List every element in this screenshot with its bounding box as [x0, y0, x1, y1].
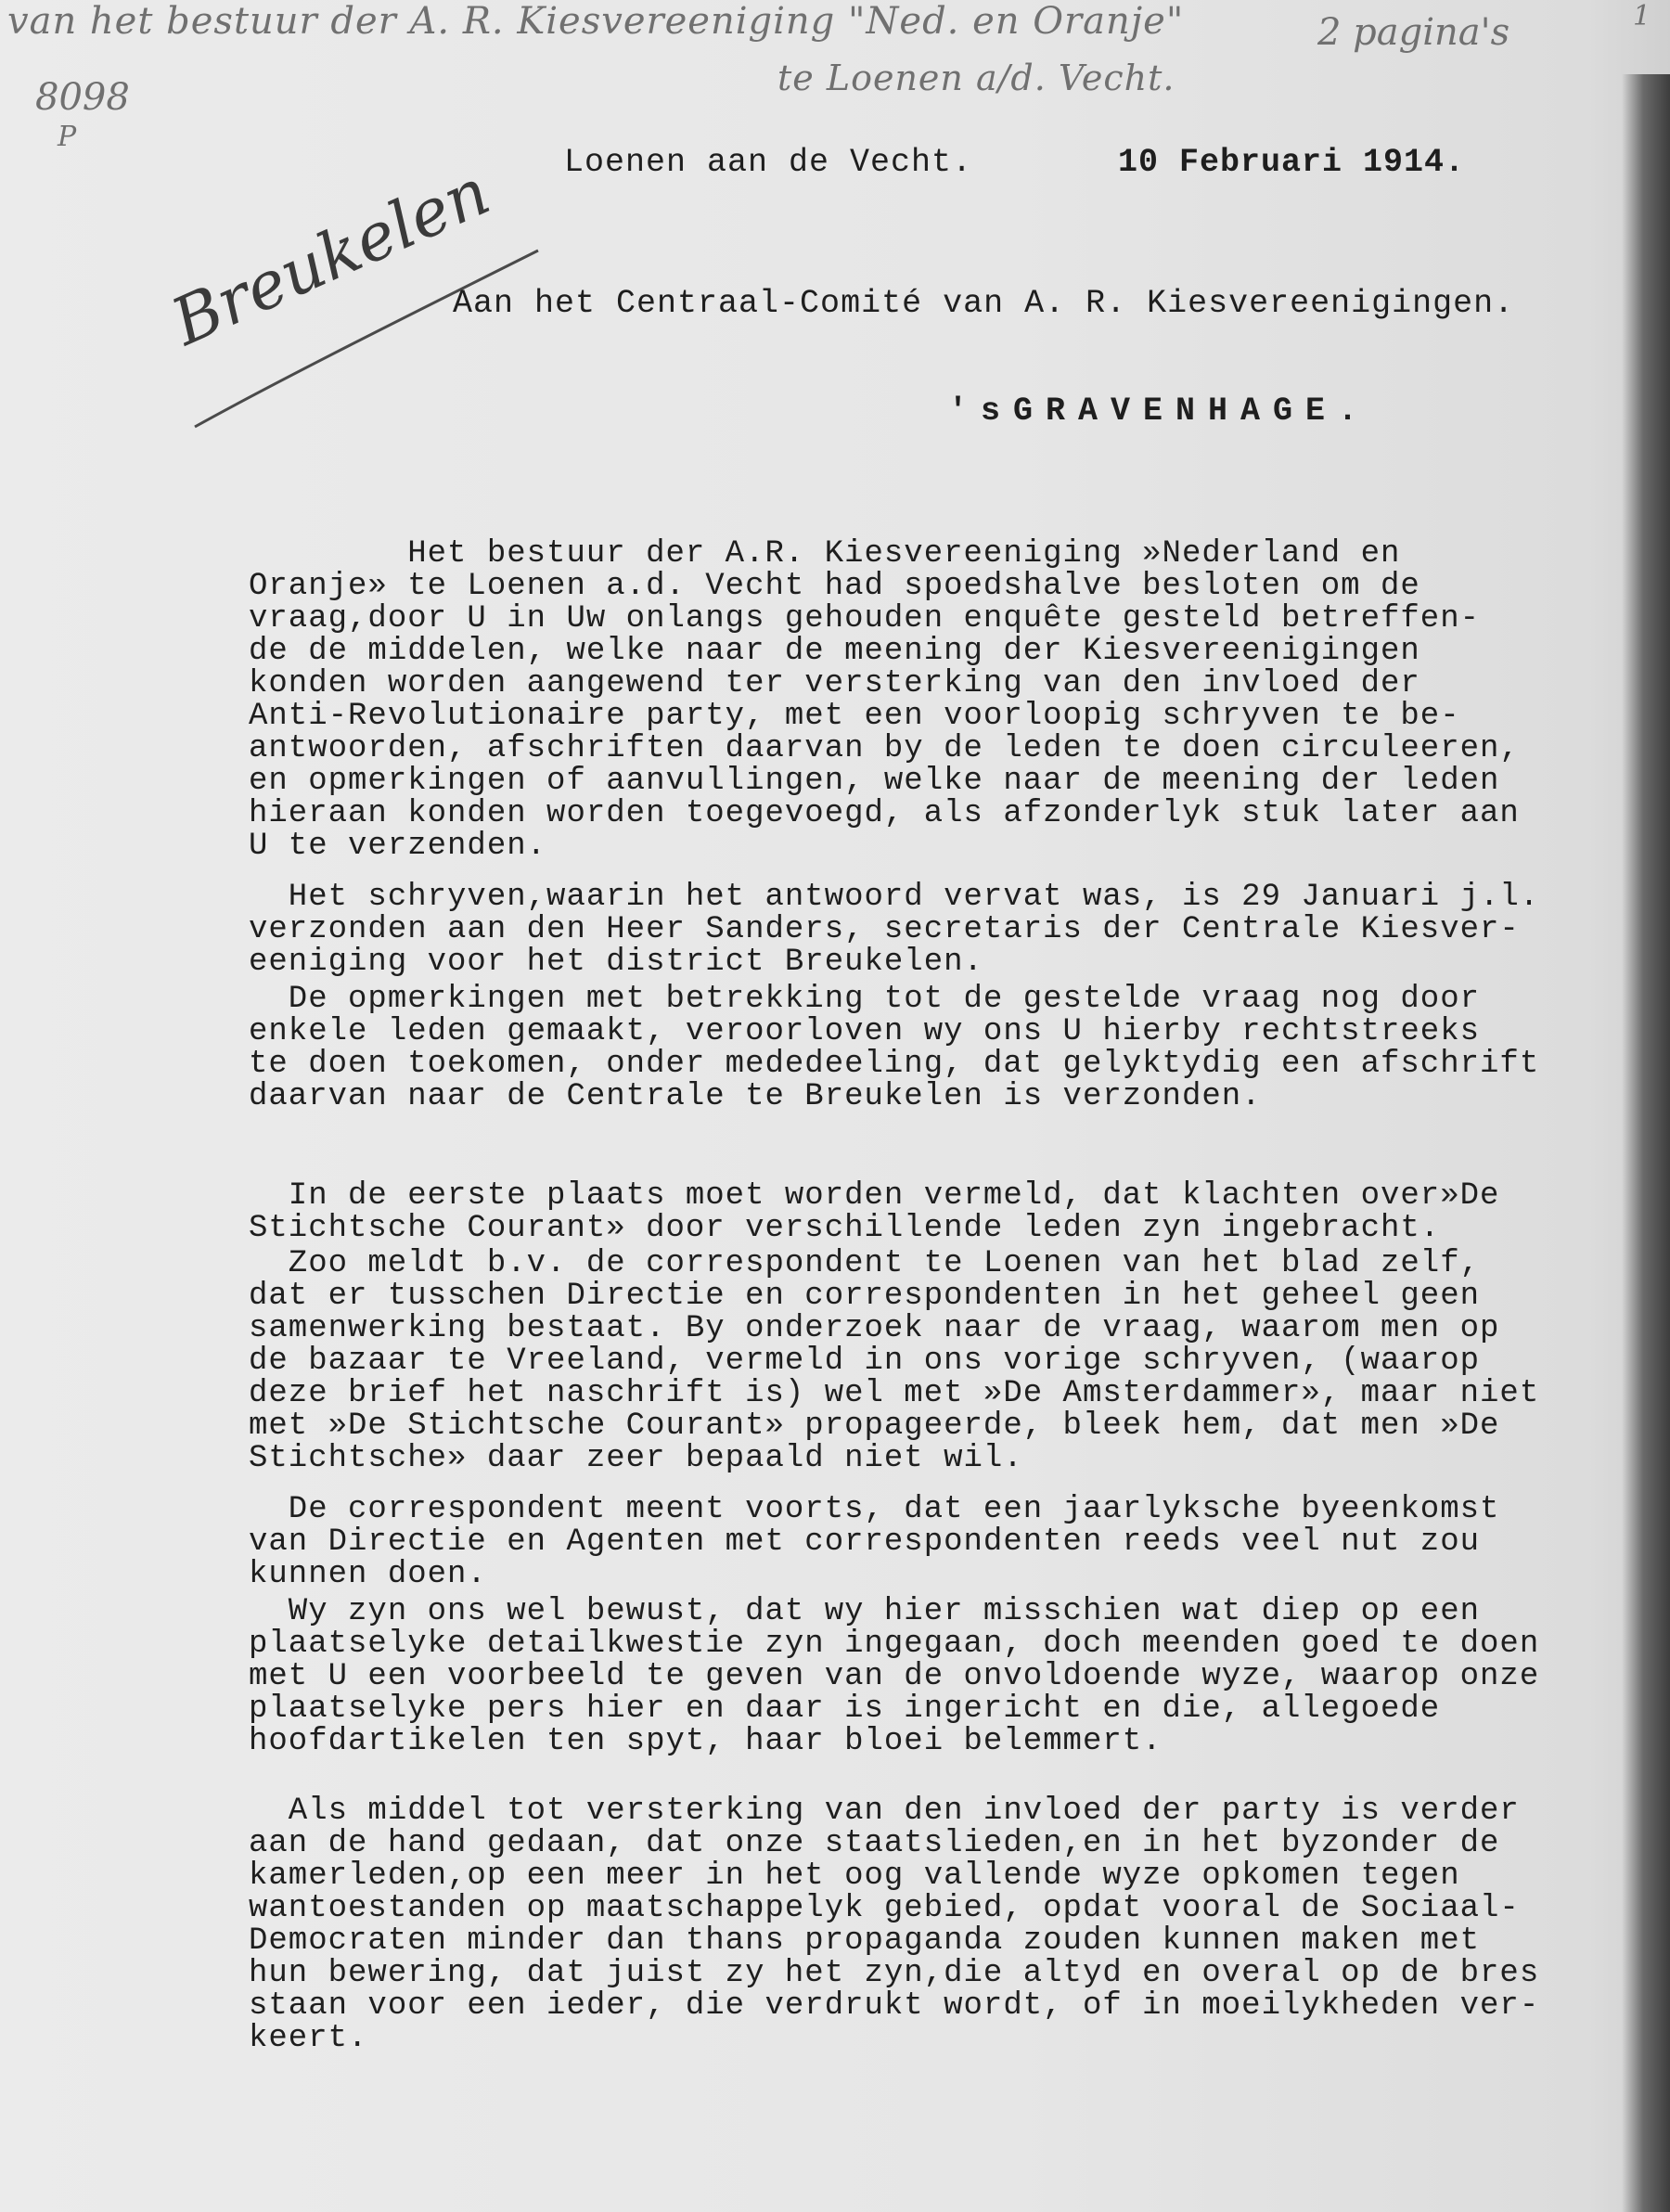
corner-mark: 1	[1633, 0, 1651, 32]
paragraph-3: De opmerkingen met betrekking tot de gestelde vraag nog door enkele leden gemaakt, veroorloven wy ons U hierby rechtstreeks te doen toekomen, onder mededeeling, dat gelyktydig een afschrift daarvan naar de Centrale te Breukelen is verzonden.	[249, 982, 1540, 1114]
archive-number: 8098	[35, 76, 130, 119]
paragraph-5: Zoo meldt b.v. de correspondent te Loenen van het blad zelf, dat er tusschen Directie en correspondenten in het geheel geen samenwerking bestaat. By onderzoek naar de vraag, waarom men op de bazaar te Vreeland, vermeld in ons vorige schryven, (waarop deze brief het naschrift is) wel met »De Amsterdammer», maar niet met »De Stichtsche Courant» propageerde, bleek hem, dat men »De Stichtsche» daar zeer bepaald niet wil.	[249, 1246, 1540, 1476]
pencil-annotation	[161, 153, 557, 445]
paragraph-7: Wy zyn ons wel bewust, dat wy hier misschien wat diep op een plaatselyke detailkwestie zyn ingegaan, doch meenden goed te doen met U een voorbeeld te geven van de onvoldoende wyze, waarop onze plaatselyke pers hier en daar is ingericht en die, allegoede hoofdartikelen ten spyt, haar bloei belemmert.	[249, 1594, 1540, 1759]
addressee: Aan het Centraal-Comité van A. R. Kiesvereenigingen.	[453, 285, 1515, 322]
handwritten-page-count: 2 pagina's	[1317, 11, 1510, 54]
pencil-underline	[167, 232, 557, 445]
archive-mark: P	[58, 121, 77, 153]
paragraph-6: De correspondent meent voorts, dat een jaarlyksche byeenkomst van Directie en Agenten met correspondenten reeds veel nut zou kunnen doen.	[249, 1492, 1500, 1592]
dateline-place: Loenen aan de Vecht.	[564, 144, 973, 181]
page-edge-shadow	[1622, 74, 1670, 2212]
paragraph-4: In de eerste plaats moet worden vermeld, dat klachten over»De Stichtsche Courant» door verschillende leden zyn ingebracht.	[249, 1178, 1500, 1246]
signature-place: Breukelen	[161, 153, 501, 361]
handwritten-header-line2: te Loenen a/d. Vecht.	[777, 58, 1175, 98]
handwritten-header-line1: van het bestuur der A. R. Kiesvereeniging "Ned. en Oranje"	[7, 0, 1185, 43]
addressee-city: 'sGRAVENHAGE.	[948, 392, 1371, 430]
paragraph-8: Als middel tot versterking van den invloed der party is verder aan de hand gedaan, dat onze staatslieden,en in het byzonder de kamerleden,op een meer in het oog vallende wyze opkomen tegen wantoestanden op maatschappelyk gebied, opdat vooral de Sociaal- Democraten minder dan thans propaganda zouden kunnen maken met hun bewering, dat juist zy het zyn,die altyd en overal op de bres staan voor een ieder, die verdrukt wordt, of in moeilykheden ver- keert.	[249, 1794, 1540, 2056]
paragraph-1: Het bestuur der A.R. Kiesvereeniging »Nederland en Oranje» te Loenen a.d. Vecht had spoedshalve besloten om de vraag,door U in Uw onlangs gehouden enquête gesteld betreffen- de de middelen, welke naar de meening der Kiesvereenigingen konden worden aangewend ter versterking van den invloed der Anti-Revolutionaire party, met een voorloopig schryven te be- antwoorden, afschriften daarvan by de leden te doen circuleeren, en opmerkingen of aanvullingen, welke naar de meening der leden hieraan konden worden toegevoegd, als afzonderlyk stuk later aan U te verzenden.	[249, 536, 1520, 864]
paragraph-2: Het schryven,waarin het antwoord vervat was, is 29 Januari j.l. verzonden aan den Heer Sanders, secretaris der Centrale Kiesver- eeniging voor het district Breukelen.	[249, 880, 1540, 980]
letter-date: 10 Februari 1914.	[1118, 144, 1466, 181]
